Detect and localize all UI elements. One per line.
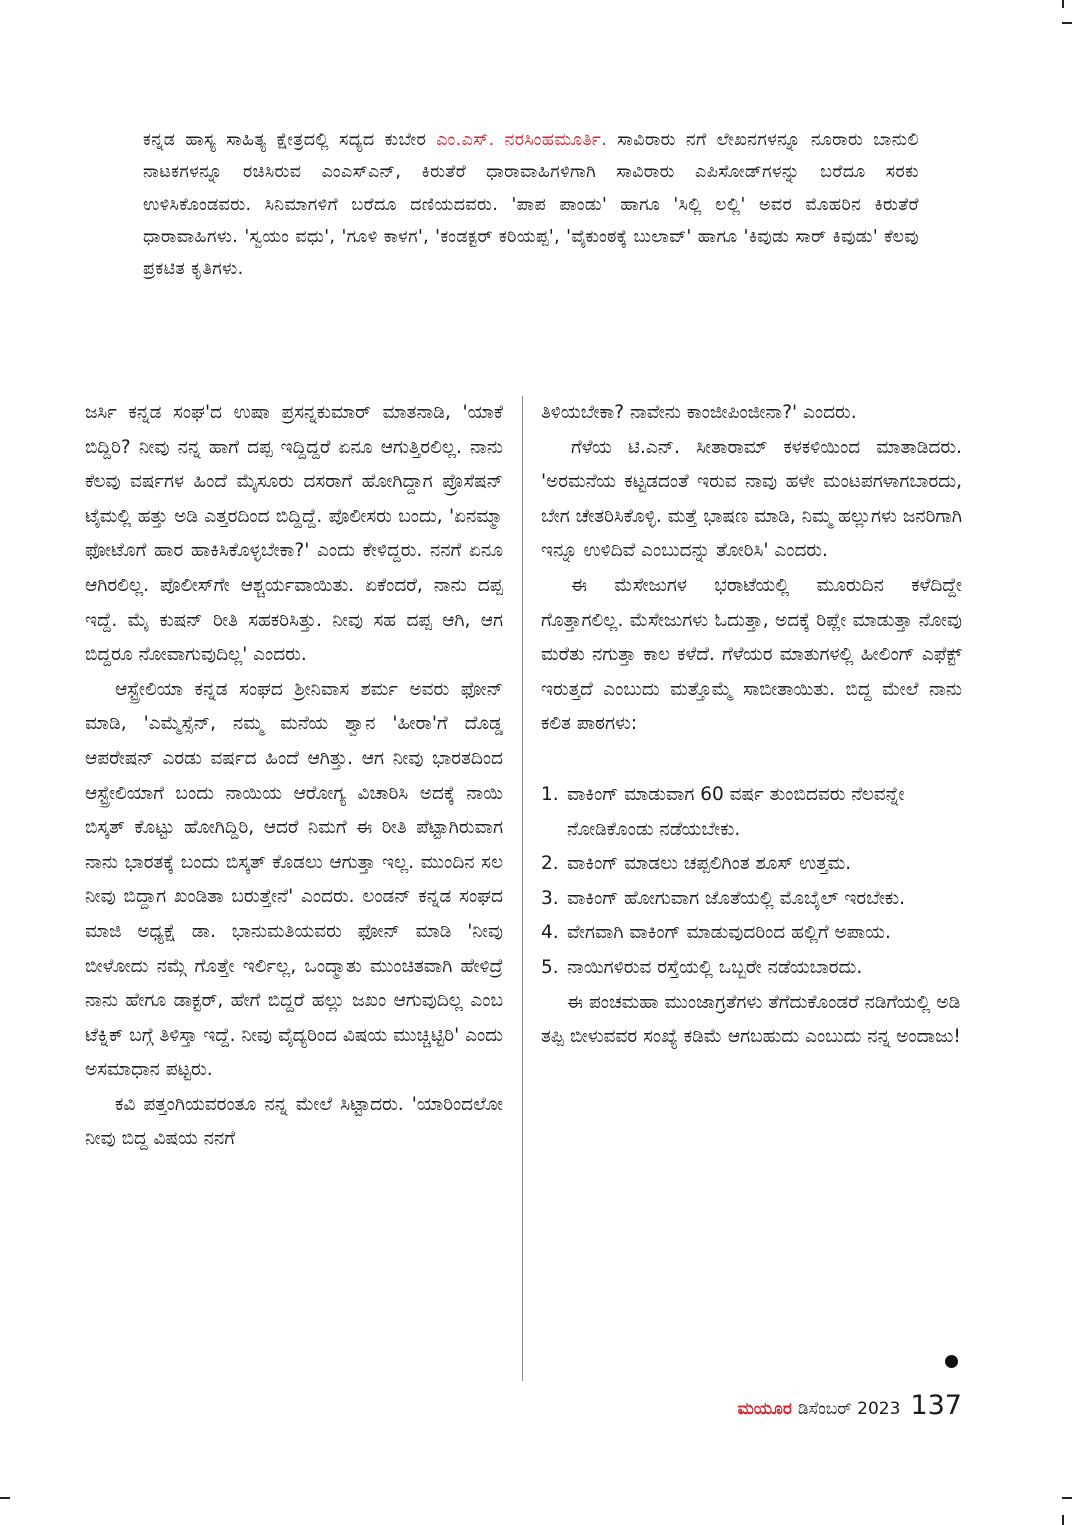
author-bio <box>143 124 919 285</box>
page-number: 137 <box>910 1390 962 1421</box>
list-text: ವಾಕಿಂಗ್ ಹೋಗುವಾಗ ಜೊತೆಯಲ್ಲಿ ಮೊಬೈಲ್ ಇರಬೇಕು. <box>567 887 906 909</box>
list-number: 2. <box>541 853 559 875</box>
bio-prefix: ಕನ್ನಡ ಹಾಸ್ಯ ಸಾಹಿತ್ಯ ಕ್ಷೇತ್ರದಲ್ಲಿ ಸದ್ಯದ ಕುಬೇರ <box>143 130 437 150</box>
paragraph: ಜರ್ಸಿ ಕನ್ನಡ ಸಂಘ'ದ ಉಷಾ ಪ್ರಸನ್ನಕುಮಾರ್ ಮಾತನಾಡಿ, 'ಯಾಕೆ ಬಿದ್ದಿರಿ? ನೀವು ನನ್ನ ಹಾಗೆ ದಪ್ಪ ಇದ್ದಿದ್ದರೆ ಏನೂ ಆಗುತ್ತಿರಲಿಲ್ಲ. ನಾನು ಕೆಲವು ವರ್ಷಗಳ ಹಿಂದೆ ಮೈಸೂರು ದಸರಾಗೆ ಹೋಗಿದ್ದಾಗ ಪ್ರೊಸೆಷನ್ ಟೈಮಲ್ಲಿ ಹತ್ತು ಅಡಿ ಎತ್ತರದಿಂದ ಬಿದ್ದಿದ್ದೆ. ಪೊಲೀಸರು ಬಂದು, 'ಏನಮ್ಮಾ ಫೋಟೊಗೆ ಹಾರ ಹಾಕಿಸಿಕೊಳ್ಳಬೇಕಾ?' ಎಂದು ಕೇಳಿದ್ದರು. ನನಗೆ ಏನೂ ಆಗಿರಲಿಲ್ಲ. ಪೊಲೀಸ್‌ಗೇ ಆಶ್ಚರ್ಯವಾಯಿತು. ಏಕೆಂದರೆ, ನಾನು ದಪ್ಪ ಇದ್ದೆ. ಮೈ ಕುಷನ್ ರೀತಿ ಸಹಕರಿಸಿತ್ತು. ನೀವು ಸಹ ದಪ್ಪ ಆಗಿ, ಆಗ ಬಿದ್ದರೂ ನೋವಾಗುವುದಿಲ್ಲ' ಎಂದರು. <box>85 402 503 666</box>
crop-mark <box>1062 22 1072 24</box>
paragraph: ಕವಿ ಪತ್ತಂಗಿಯವರಂತೂ ನನ್ನ ಮೇಲೆ ಸಿಟ್ಟಾದರು. 'ಯಾರಿಂದಲೋ ನೀವು ಬಿದ್ದ ವಿಷಯ ನನಗೆ <box>85 1093 503 1150</box>
list-text: ವಾಕಿಂಗ್ ಮಾಡಲು ಚಪ್ಪಲಿಗಿಂತ ಶೂಸ್ ಉತ್ತಮ. <box>567 853 852 875</box>
magazine-logo: ಮಯೂರ <box>737 1399 792 1419</box>
tips-list <box>541 778 962 986</box>
list-item <box>541 882 962 917</box>
paragraph: ಗೆಳೆಯ ಟಿ.ಎನ್. ಸೀತಾರಾಮ್ ಕಳಕಳಿಯಿಂದ ಮಾತಾಡಿದರು. 'ಅರಮನೆಯ ಕಟ್ಟಡದಂತೆ ಇರುವ ನಾವು ಹಳೇ ಮಂಟಪಗಳಾಗಬಾರದು, ಬೇಗ ಚೇತರಿಸಿಕೊಳ್ಳಿ. ಮತ್ತೆ ಭಾಷಣ ಮಾಡಿ, ನಿಮ್ಮ ಹಲ್ಲುಗಳು ಜನರಿಗಾಗಿ ಇನ್ನೂ ಉಳಿದಿವೆ ಎಂಬುದನ್ನು ತೋರಿಸಿ' ಎಂದರು. <box>541 436 962 562</box>
author-name: ಎಂ.ಎಸ್. ನರಸಿಂಹಮೂರ್ತಿ. <box>436 130 608 150</box>
spacer <box>541 742 962 778</box>
list-number: 4. <box>541 922 559 944</box>
list-number: 5. <box>541 956 559 978</box>
paragraph: ತಿಳಿಯಬೇಕಾ? ನಾವೇನು ಕಾಂಜೀಪಿಂಜೀನಾ?' ಎಂದರು. <box>541 402 857 423</box>
list-number: 3. <box>541 887 559 909</box>
paragraph: ಈ ಮೆಸೇಜುಗಳ ಭರಾಟೆಯಲ್ಲಿ ಮೂರುದಿನ ಕಳೆದಿದ್ದೇ ಗೊತ್ತಾಗಲಿಲ್ಲ. ಮೆಸೇಜುಗಳು ಓದುತ್ತಾ, ಅದಕ್ಕೆ ರಿಪ್ಲೇ ಮಾಡುತ್ತಾ ನೋವು ಮರೆತು ನಗುತ್ತಾ ಕಾಲ ಕಳೆದೆ. ಗೆಳೆಯರ ಮಾತುಗಳಲ್ಲಿ ಹೀಲಿಂಗ್ ಎಫೆಕ್ಟ್ ಇರುತ್ತದೆ ಎಂಬುದು ಮತ್ತೊಮ್ಮೆ ಸಾಬೀತಾಯಿತು. ಬಿದ್ದ ಮೇಲೆ ನಾನು ಕಲಿತ ಪಾಠಗಳು: <box>541 574 962 735</box>
closing-paragraph: ಈ ಪಂಚಮಹಾ ಮುಂಜಾಗ್ರತೆಗಳು ತೆಗೆದುಕೊಂಡರೆ ನಡಿಗೆಯಲ್ಲಿ ಅಡಿ ತಪ್ಪಿ ಬೀಳುವವರ ಸಂಖ್ಯೆ ಕಡಿಮೆ ಆಗಬಹುದು ಎಂಬುದು ನನ್ನ ಅಂದಾಜು! <box>541 991 961 1048</box>
list-text: ವಾಕಿಂಗ್ ಮಾಡುವಾಗ 60 ವರ್ಷ ತುಂಬಿದವರು ನೆಲವನ್ನೇ ನೋಡಿಕೊಂಡು ನಡೆಯಬೇಕು. <box>567 783 905 840</box>
crop-mark <box>1062 0 1064 8</box>
list-text: ನಾಯಿಗಳಿರುವ ರಸ್ತೆಯಲ್ಲಿ ಒಬ್ಬರೇ ನಡೆಯಬಾರದು. <box>567 956 863 978</box>
left-column <box>85 396 503 1157</box>
page-footer <box>660 1390 962 1421</box>
end-mark-dot <box>945 1355 958 1368</box>
right-column <box>541 396 962 1055</box>
crop-mark <box>0 1497 10 1499</box>
list-number: 1. <box>541 783 559 805</box>
list-item <box>541 916 962 951</box>
issue-date: ಡಿಸೆಂಬರ್ 2023 <box>797 1399 901 1419</box>
crop-mark <box>1062 1497 1072 1499</box>
crop-mark <box>1062 1515 1064 1525</box>
list-item <box>541 951 962 986</box>
list-item <box>541 847 962 882</box>
list-text: ವೇಗವಾಗಿ ವಾಕಿಂಗ್ ಮಾಡುವುದರಿಂದ ಹಲ್ಲಿಗೆ ಅಪಾಯ. <box>567 922 891 944</box>
bio-rest: ಸಾವಿರಾರು ನಗೆ ಲೇಖನಗಳನ್ನೂ ನೂರಾರು ಬಾನುಲಿ ನಾಟಕಗಳನ್ನೂ ರಚಿಸಿರುವ ಎಂಎಸ್ಎನ್, ಕಿರುತೆರೆ ಧಾರಾವಾಹಿಗಳಿಗಾಗಿ ಸಾವಿರಾರು ಎಪಿಸೋಡ್‌ಗಳನ್ನು ಬರೆದೂ ಸರಕು ಉಳಿಸಿಕೊಂಡವರು. ಸಿನಿಮಾಗಳಿಗೆ ಬರೆದೂ ದಣಿಯದವರು. 'ಪಾಪ ಪಾಂಡು' ಹಾಗೂ 'ಸಿಲ್ಲಿ ಲಲ್ಲಿ' ಅವರ ಮೊಹರಿನ ಕಿರುತೆರೆ ಧಾರಾವಾಹಿಗಳು. 'ಸ್ವಯಂ ವಧು', 'ಗೂಳಿ ಕಾಳಗ', 'ಕಂಡಕ್ಟರ್ ಕರಿಯಪ್ಪ', 'ವೈಕುಂಠಕ್ಕೆ ಬುಲಾವ್' ಹಾಗೂ 'ಕಿವುಡು ಸಾರ್ ಕಿವುಡು' ಕೆಲವು ಪ್ರಕಟಿತ ಕೃತಿಗಳು. <box>143 130 919 280</box>
paragraph: ಆಸ್ಟ್ರೇಲಿಯಾ ಕನ್ನಡ ಸಂಘದ ಶ್ರೀನಿವಾಸ ಶರ್ಮ ಅವರು ಫೋನ್ ಮಾಡಿ, 'ಎಮ್ಮೆಸ್ಸೆನ್, ನಮ್ಮ ಮನೆಯ ಶ್ವಾನ 'ಹೀರಾ'ಗೆ ದೊಡ್ಡ ಆಪರೇಷನ್ ಎರಡು ವರ್ಷದ ಹಿಂದೆ ಆಗಿತ್ತು. ಆಗ ನೀವು ಭಾರತದಿಂದ ಆಸ್ಟ್ರೇಲಿಯಾಗೆ ಬಂದು ನಾಯಿಯ ಆರೋಗ್ಯ ವಿಚಾರಿಸಿ ಅದಕ್ಕೆ ನಾಯಿ ಬಿಸ್ಕತ್ ಕೊಟ್ಟು ಹೋಗಿದ್ದಿರಿ, ಆದರೆ ನಿಮಗೆ ಈ ರೀತಿ ಪೆಟ್ಟಾಗಿರುವಾಗ ನಾನು ಭಾರತಕ್ಕೆ ಬಂದು ಬಿಸ್ಕತ್ ಕೊಡಲು ಆಗುತ್ತಾ ಇಲ್ಲ. ಮುಂದಿನ ಸಲ ನೀವು ಬಿದ್ದಾಗ ಖಂಡಿತಾ ಬರುತ್ತೇನೆ' ಎಂದರು. ಲಂಡನ್ ಕನ್ನಡ ಸಂಘದ ಮಾಜಿ ಅಧ್ಯಕ್ಷೆ ಡಾ. ಭಾನುಮತಿಯವರು ಫೋನ್ ಮಾಡಿ 'ನೀವು ಬೀಳೋದು ನಮ್ಗೆ ಗೊತ್ತೇ ಇರ್ಲಿಲ್ಲ, ಒಂದ್ಮಾತು ಮುಂಚಿತವಾಗಿ ಹೇಳಿದ್ರೆ ನಾನು ಹೇಗೂ ಡಾಕ್ಟರ್, ಹೇಗೆ ಬಿದ್ದರೆ ಹಲ್ಲು ಜಖಂ ಆಗುವುದಿಲ್ಲ ಎಂಬ ಟೆಕ್ನಿಕ್ ಬಗ್ಗೆ ತಿಳಿಸ್ತಾ ಇದ್ದೆ. ನೀವು ವೈದ್ಯರಿಂದ ವಿಷಯ ಮುಚ್ಚಿಟ್ಟಿರಿ' ಎಂದು ಅಸಮಾಧಾನ ಪಟ್ಟರು. <box>85 678 503 1081</box>
list-item <box>541 778 962 847</box>
column-divider <box>522 396 523 1381</box>
